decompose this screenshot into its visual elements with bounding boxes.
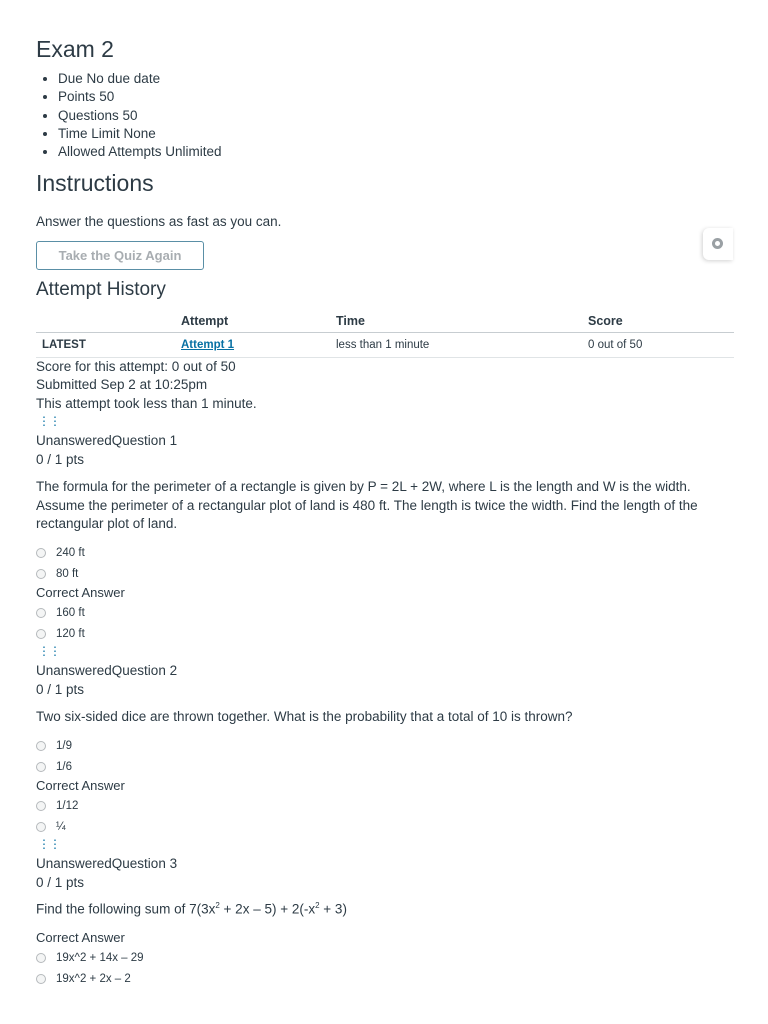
column-header-attempt: Attempt [181,310,336,333]
meta-allowed-attempts: • Allowed Attempts Unlimited [58,143,222,161]
table-row [36,333,734,358]
question-2-text: Two six-sided dice are thrown together. What is the probability that a total of 10 is thrown? [36,709,573,724]
column-header-blank [36,310,181,333]
radio-icon[interactable] [36,822,46,832]
radio-icon[interactable] [36,569,46,579]
radio-icon[interactable] [36,801,46,811]
question-2-option-2[interactable]: 1/6 [36,761,72,773]
question-2-option-3[interactable]: 1/12 [36,800,78,812]
radio-icon[interactable] [36,629,46,639]
meta-questions: • Questions 50 [58,107,222,125]
question-3-option-2[interactable]: 19x^2 + 2x – 2 [36,973,131,985]
radio-icon[interactable] [36,762,46,772]
table-header-row [36,310,734,333]
radio-icon[interactable] [36,974,46,984]
meta-points: • Points 50 [58,88,222,106]
meta-due: • Due No due date [58,70,222,88]
radio-icon[interactable] [36,608,46,618]
attempt-history-table [36,310,734,358]
eye-icon [712,238,723,249]
question-3-option-1[interactable]: 19x^2 + 14x – 29 [36,952,144,964]
instructions-text: Answer the questions as fast as you can. [36,214,282,229]
correct-answer-label: Correct Answer [36,778,125,793]
instructions-heading: Instructions [36,170,154,196]
question-1-header: UnansweredQuestion 1 [36,433,178,448]
question-1-points: 0 / 1 pts [36,452,85,467]
attempt-duration: This attempt took less than 1 minute. [36,396,257,411]
question-1-option-2[interactable]: 80 ft [36,568,78,580]
radio-icon[interactable] [36,953,46,963]
question-3-header: UnansweredQuestion 3 [36,856,178,871]
drag-handle-icon: ⋮⋮ [38,414,60,428]
question-2-header: UnansweredQuestion 2 [36,663,178,678]
radio-icon[interactable] [36,548,46,558]
question-1-option-3[interactable]: 160 ft [36,607,85,619]
meta-time-limit: • Time Limit None [58,125,222,143]
side-panel-tab[interactable] [703,228,733,260]
radio-icon[interactable] [36,741,46,751]
latest-label: LATEST [36,333,181,358]
attempt-score: 0 out of 50 [588,333,734,358]
question-1-text: The formula for the perimeter of a rectangle is given by P = 2L + 2W, where L is the length and W is the width. Assume the perimeter of a rectangular plot of land is 480 ft. The length is twice the width. Find the length of the rectangular plot of land. [36,479,698,531]
attempt-score-summary: Score for this attempt: 0 out of 50 [36,359,236,374]
question-1-option-4[interactable]: 120 ft [36,628,85,640]
attempt-history-heading: Attempt History [36,279,166,300]
question-3-text: Find the following sum of $7(3x^2 + 2x - 5) + 2(-x^2 + 3)$ [36,901,347,917]
attempt-time: less than 1 minute [336,333,588,358]
question-2-points: 0 / 1 pts [36,682,85,697]
question-1-option-1[interactable]: 240 ft [36,547,85,559]
drag-handle-icon: ⋮⋮ [38,837,60,851]
column-header-score: Score [588,310,734,333]
exam-meta-list [36,70,222,161]
question-3-points: 0 / 1 pts [36,875,85,890]
take-quiz-again-button[interactable]: Take the Quiz Again [36,241,204,270]
drag-handle-icon: ⋮⋮ [38,644,60,658]
question-2-option-1[interactable]: 1/9 [36,740,72,752]
attempt-1-link[interactable]: Attempt 1 [181,339,235,351]
submitted-date: Submitted Sep 2 at 10:25pm [36,377,208,392]
correct-answer-label: Correct Answer [36,585,125,600]
column-header-time: Time [336,310,588,333]
question-2-option-4[interactable]: ¼ [36,821,66,833]
exam-title: Exam 2 [36,36,114,62]
correct-answer-label: Correct Answer [36,930,125,945]
